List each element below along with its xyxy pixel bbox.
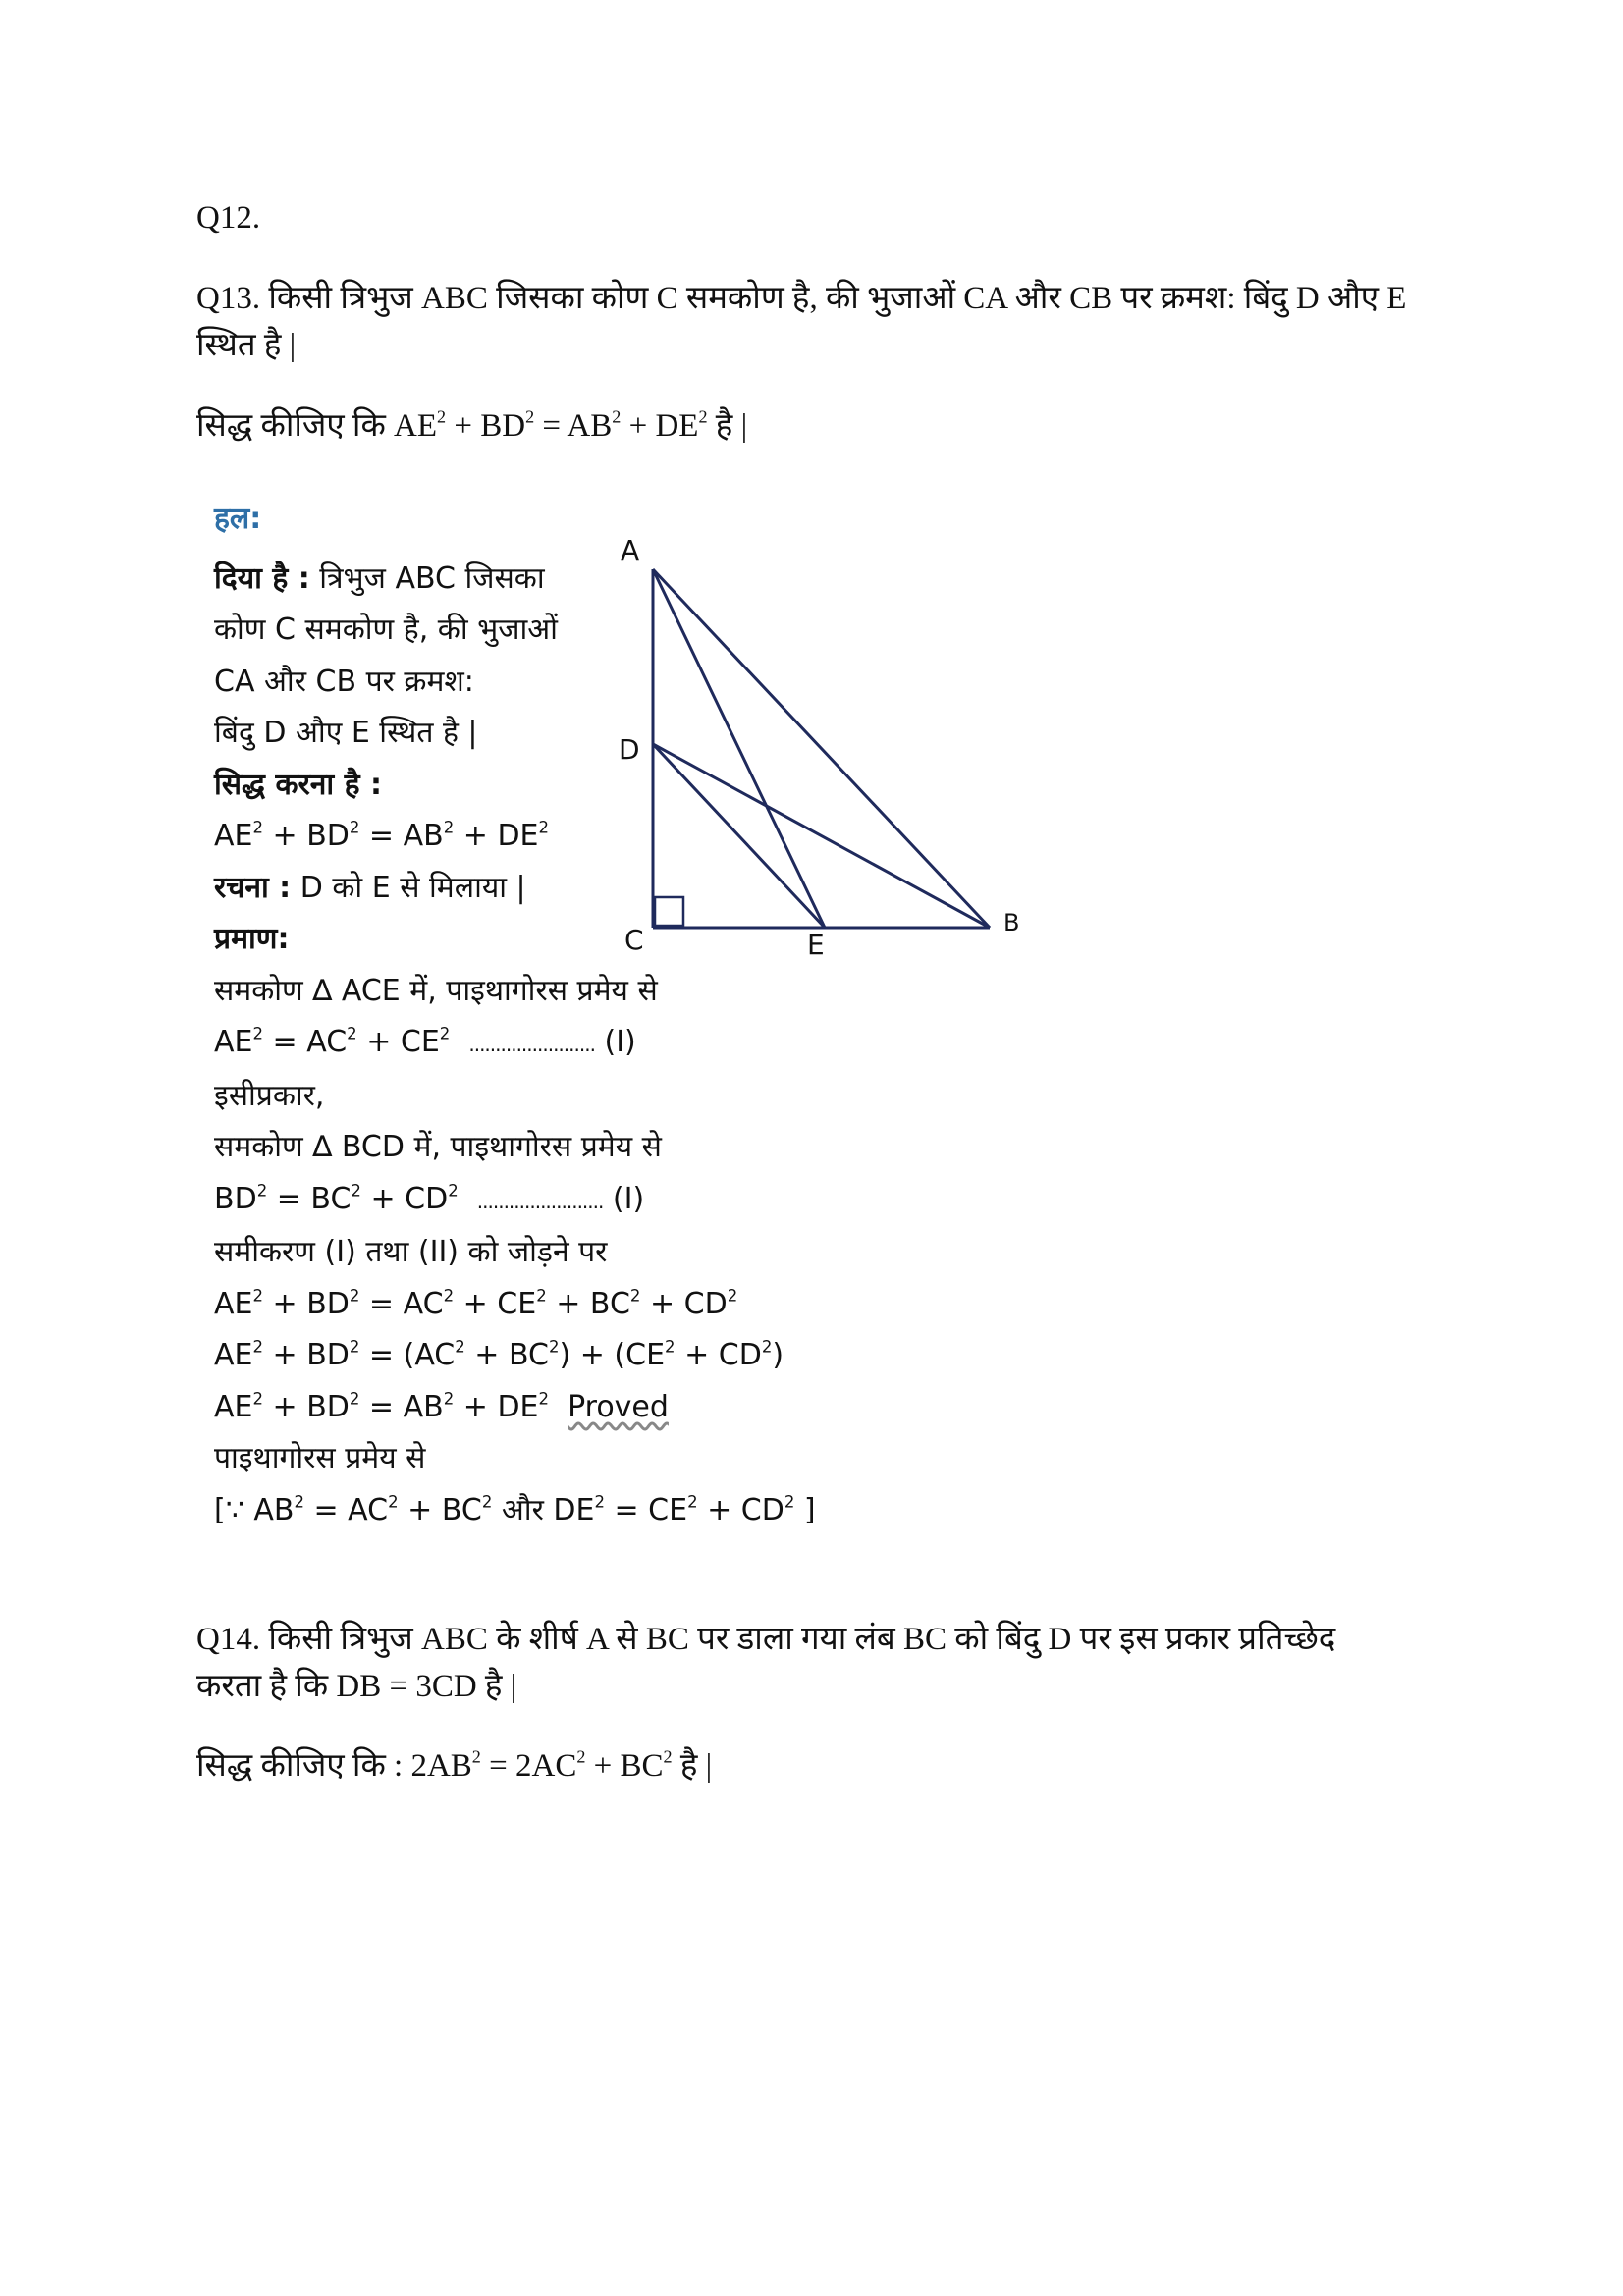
square-mark: 2 [388,1492,399,1512]
square-mark: 2 [576,1746,586,1767]
because-symbol: [∵ [214,1492,254,1527]
given-line-4: बिंदु D औए E स्थित है | [214,716,478,750]
square-mark: 2 [538,818,549,837]
square-mark: 2 [443,1389,455,1409]
term-cd: CD [683,1286,728,1321]
vertex-label-b: B [1003,909,1020,936]
term-ae: AE [214,1389,253,1424]
q13-line-1 [196,275,1473,322]
term-bd: BD [306,819,350,853]
equation-marker: (I) [612,1181,645,1216]
term-ce: CE [648,1492,688,1527]
q13-prove-prefix: सिद्ध कीजिए कि AE [196,408,438,444]
square-mark: 2 [538,1389,549,1409]
q14-number: Q14. [196,1622,261,1657]
pythagoras-line: पाइथागोरस प्रमेय से [214,1441,426,1475]
term-bc: BC [589,1286,630,1321]
term-ce: CE [400,1025,440,1059]
square-mark: 2 [612,406,622,427]
q14-to-prove [196,1742,712,1789]
vertex-label-d: D [619,733,640,766]
leader-dots: ........................ [468,1033,595,1056]
equation-final: $AE^2 + BD^2 = AB^2 + DE^2$ Proved [214,1389,669,1424]
vertex-label-e: E [807,929,825,961]
q13-prove-p3: = AB [534,408,613,444]
to-prove-equation: $AE^2 + BD^2 = AB^2 + DE^2$ [214,818,549,853]
term-ac: AC [348,1492,389,1527]
figure-lines [653,569,990,928]
term-ab: AB [253,1492,295,1527]
square-mark: 2 [629,1286,641,1306]
term-cd: CD [718,1338,762,1372]
q14-line-2: करता है कि DB = 3CD है | [196,1669,517,1704]
solution-heading: हल: [214,502,262,536]
q13-number: Q13. [196,281,261,316]
square-mark: 2 [351,1181,361,1201]
q14-line-1 [196,1616,1473,1663]
given-text-1: त्रिभुज ABC जिसका [309,561,545,596]
square-mark: 2 [252,1286,263,1306]
square-mark: 2 [252,1389,263,1409]
term-bd: BD [214,1181,257,1216]
term-ae: AE [214,1025,253,1059]
right-angle-mark [655,897,683,926]
term-bd: BD [306,1286,350,1321]
equation-grouped: $AE^2 + BD^2 = (AC^2 + BC^2) + (CE^2 + CD^2)$ [214,1337,784,1372]
term-de: DE [553,1492,595,1527]
leader-dots: ........................ [476,1189,604,1213]
square-mark: 2 [347,1024,357,1043]
and-word: और [492,1492,554,1527]
square-mark: 2 [665,1337,676,1357]
bracket-close: ] [794,1492,816,1527]
construction-text: D को E से मिलाया | [291,870,526,905]
square-mark: 2 [698,406,708,427]
q13-prove-suffix: है | [707,408,748,444]
square-mark: 2 [294,1492,304,1512]
term-ab: AB [403,819,444,853]
construction-label: रचना : [214,870,292,905]
term-ac: AC [306,1025,348,1059]
square-mark: 2 [727,1286,738,1306]
square-mark: 2 [252,1337,263,1357]
q13-prove-p2: + BD [446,408,526,444]
term-de: DE [497,1389,539,1424]
q14-text-1: किसी त्रिभुज ABC के शीर्ष A से BC पर डाला गया लंब BC को बिंदु D पर इस प्रकार प्रतिच्छेद [268,1622,1336,1657]
to-prove-label: सिद्ध करना है : [214,767,383,802]
square-mark: 2 [784,1492,795,1512]
proof-label: प्रमाण: [214,922,290,956]
square-mark: 2 [525,406,535,427]
q14-prove-suffix: है | [672,1748,713,1784]
q14-question [196,1616,1473,1710]
square-mark: 2 [349,1389,360,1409]
segment-bd [653,744,990,928]
square-mark: 2 [349,818,360,837]
equation-2: $BD^2 = BC^2 + CD^2$ ........................ (I) [214,1181,645,1216]
equation-sum: $AE^2 + BD^2 = AC^2 + CE^2 + BC^2 + CD^2$ [214,1286,738,1321]
equation-1: $AE^2 = AC^2 + CE^2$ ........................ (I) [214,1024,636,1059]
term-de: DE [497,819,539,853]
q12-label [196,194,260,241]
term-ae: AE [214,1338,253,1372]
given-line-3: CA और CB पर क्रमश: [214,664,474,699]
term-ce: CE [497,1286,537,1321]
square-mark: 2 [443,1286,455,1306]
term-ae: AE [214,1286,253,1321]
term-ab: AB [403,1389,444,1424]
term-bc: BC [508,1338,549,1372]
proof-line-bcd: समकोण ∆ BCD में, पाइथागोरस प्रमेय से [214,1130,662,1164]
term-bd: BD [306,1338,350,1372]
square-mark: 2 [536,1286,547,1306]
term-bd: BD [306,1389,350,1424]
vertex-label-a: A [621,534,640,566]
term-ac: AC [403,1286,444,1321]
q14-prove-p3: + BC [585,1748,664,1784]
square-mark: 2 [443,818,455,837]
q13-question [196,275,1473,369]
square-mark: 2 [687,1492,698,1512]
q13-text-1: किसी त्रिभुज ABC जिसका कोण C समकोण है, की भुजाओं CA और CB पर क्रमश: बिंदु D औए E [268,281,1407,316]
side-ab [653,569,990,928]
square-mark: 2 [437,406,447,427]
term-bc: BC [441,1492,482,1527]
q13-line-2: स्थित है | [196,328,297,363]
q14-prove-prefix: सिद्ध कीजिए कि : 2AB [196,1748,472,1784]
proof-line-ace: समकोण ∆ ACE में, पाइथागोरस प्रमेय से [214,973,658,1008]
square-mark: 2 [252,818,263,837]
square-mark: 2 [549,1337,560,1357]
square-mark: 2 [761,1337,773,1357]
square-mark: 2 [349,1286,360,1306]
term-ae: AE [214,819,253,853]
term-cd: CD [740,1492,784,1527]
square-mark: 2 [594,1492,605,1512]
given-label: दिया है : [214,561,310,596]
vertex-label-c: C [624,924,644,956]
proved-mark: Proved [568,1389,669,1424]
square-mark: 2 [481,1492,493,1512]
triangle-figure [589,520,1041,972]
square-mark: 2 [471,1746,481,1767]
square-mark: 2 [448,1181,459,1201]
equation-marker: (I) [604,1025,636,1059]
segment-ae [653,569,825,928]
term-cd: CD [405,1181,449,1216]
term-bc: BC [310,1181,352,1216]
q13-to-prove [196,402,747,450]
adding-line: समीकरण (I) तथा (II) को जोड़ने पर [214,1235,608,1269]
given-line-2: कोण C समकोण है, की भुजाओं [214,613,558,647]
q12-number: Q12. [196,200,261,236]
term-ac: AC [414,1338,456,1372]
square-mark: 2 [349,1337,360,1357]
square-mark: 2 [455,1337,465,1357]
q14-prove-p2: = 2AC [480,1748,577,1784]
because-line: [∵ $AB^2 = AC^2 + BC^2$ और $DE^2 = CE^2 + CD^2$ ] [214,1492,816,1527]
term-ce: CE [625,1338,666,1372]
similarly-line: इसीप्रकार, [214,1078,325,1113]
segment-de [653,744,825,928]
square-mark: 2 [663,1746,673,1767]
square-mark: 2 [252,1024,263,1043]
square-mark: 2 [439,1024,451,1043]
q13-prove-p4: + DE [621,408,699,444]
square-mark: 2 [256,1181,268,1201]
